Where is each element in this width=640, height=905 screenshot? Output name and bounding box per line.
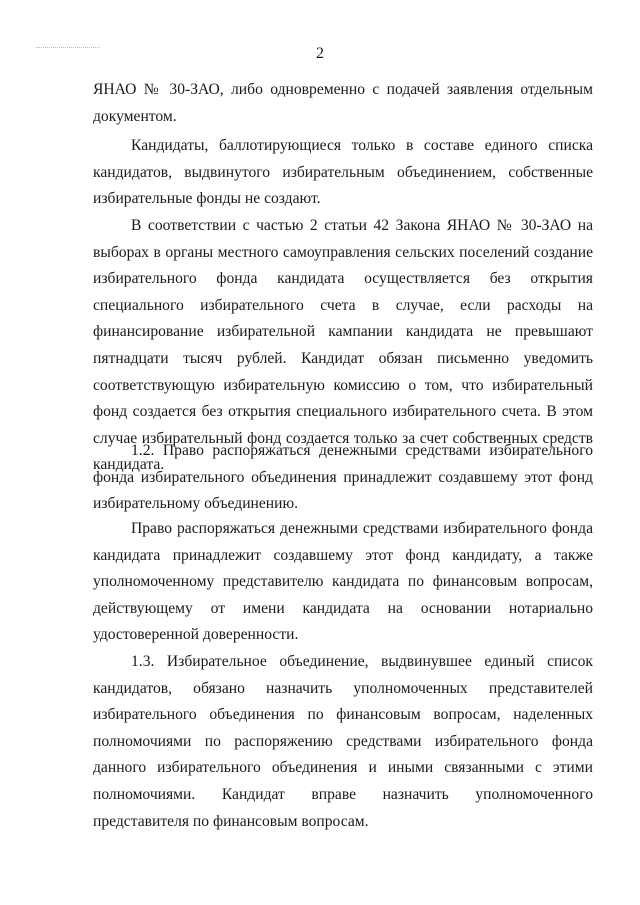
- page-number: 2: [316, 45, 324, 62]
- paragraph-1: ЯНАО № 30-ЗАО, либо одновременно с подачей заявления отдельным документом.: [93, 81, 593, 125]
- paragraph-3: В соответствии с частью 2 статьи 42 Закона ЯНАО № 30-ЗАО на выборах в органы местного самоуправления сельских поселений создание избирательного фонда кандидата осуществляется без открытия специального избирательного счета в случае, если расходы на финансирование избирательной кампании кандидата не превышают пятнадцати тысяч рублей. Кандидат обязан письменно уведомить соответствующую избирательную комиссию о том, что избирательный фонд создается без открытия специального избирательного счета. В этом случае избирательный фонд создается только за счет собственных средств кандидата.: [93, 217, 593, 474]
- paragraph-6: 1.3. Избирательное объединение, выдвинувшее единый список кандидатов, обязано назначить уполномоченных представителей избирательного объединения по финансовым вопросам, наделенных полномочиями по распоряжению средствами избирательного фонда данного избирательного объединения и иными связанными с этими полномочиями. Кандидат вправе назначить уполномоченного представителя по финансовым вопросам.: [93, 653, 593, 830]
- paragraph-4: 1.2. Право распоряжаться денежными средствами избирательного фонда избирательного объединения принадлежит создавшему этот фонд избирательному объединению.: [93, 442, 593, 513]
- paragraph-5: Право распоряжаться денежными средствами избирательного фонда кандидата принадлежит создавшему этот фонд кандидату, а также уполномоченному представителю кандидата по финансовым вопросам, действующему от имени кандидата на основании нотариально удостоверенной доверенности.: [93, 520, 593, 644]
- paragraph-2: Кандидаты, баллотирующиеся только в составе единого списка кандидатов, выдвинутого избирательным объединением, собственные избирательные фонды не создают.: [93, 137, 593, 208]
